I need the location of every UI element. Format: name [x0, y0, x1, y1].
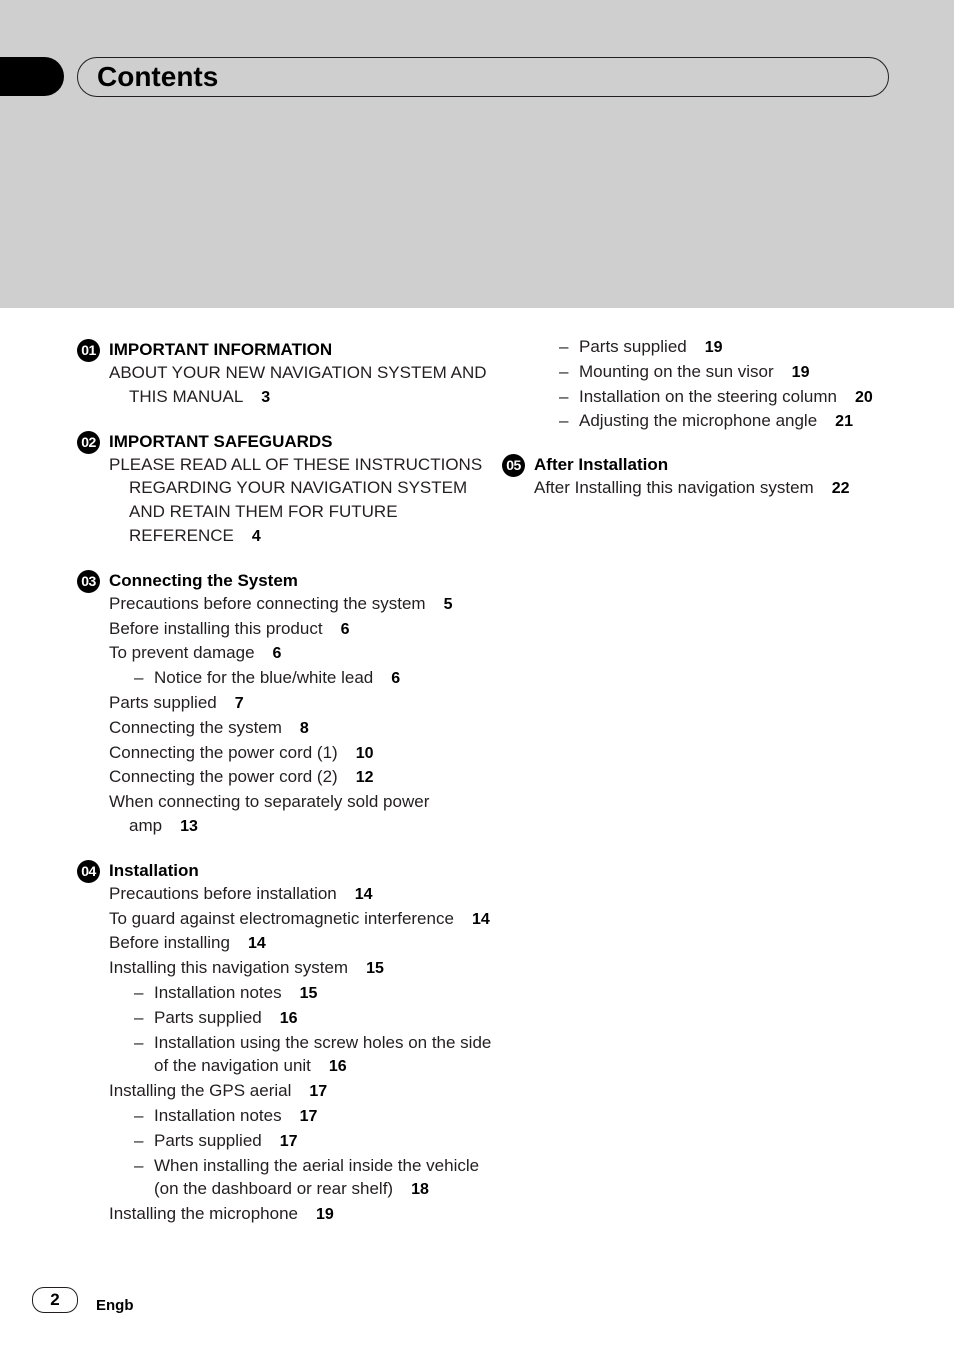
entry-page-number: 14: [354, 885, 373, 903]
toc-section-04: [77, 858, 497, 1227]
entry-page-number: 16: [279, 1009, 298, 1027]
toc-entry[interactable]: [502, 476, 922, 501]
toc-subentry[interactable]: [502, 335, 922, 360]
entry-text: PLEASE READ ALL OF THESE INSTRUCTIONS REGARDING YOUR NAVIGATION SYSTEM AND RETAIN THEM FOR FUTURE REFERENCE: [109, 454, 483, 545]
section-title: After Installation: [534, 455, 669, 475]
entry-text: Precautions before installation: [109, 883, 337, 903]
entry-text: After Installing this navigation system: [534, 478, 814, 498]
toc-section-01: [77, 337, 497, 410]
section-number-badge: 01: [77, 339, 100, 362]
section-number-badge: 02: [77, 431, 100, 454]
entry-page-number: 15: [366, 960, 384, 978]
entry-text: Connecting the power cord (2): [109, 767, 338, 787]
dash-marker: –: [134, 1155, 144, 1175]
entry-text: Installing the GPS aerial: [109, 1081, 292, 1101]
dash-marker: –: [134, 1032, 144, 1052]
section-heading[interactable]: [77, 429, 497, 453]
entry-text: Adjusting the microphone angle: [579, 411, 818, 431]
toc-section-02: [77, 429, 497, 549]
toc-entry[interactable]: [77, 882, 497, 907]
toc-entry[interactable]: [77, 907, 497, 932]
dash-marker: –: [134, 1007, 144, 1027]
entry-page-number: 14: [471, 910, 490, 928]
toc-entry[interactable]: [77, 691, 497, 716]
page-number: 2: [32, 1287, 78, 1313]
entry-page-number: 14: [247, 935, 266, 953]
toc-entry[interactable]: [77, 361, 497, 410]
toc-subentry[interactable]: [77, 1031, 497, 1080]
header-banner: [0, 0, 954, 308]
entry-text: Installing the microphone: [109, 1204, 299, 1224]
entry-text: When connecting to separately sold power amp: [109, 792, 430, 835]
toc-subentry[interactable]: [502, 385, 922, 410]
section-entries: [502, 476, 922, 501]
dash-marker: –: [559, 337, 569, 356]
entry-text: Mounting on the sun visor: [579, 361, 774, 381]
section-entries: [77, 361, 497, 410]
dash-marker: –: [134, 1130, 144, 1150]
entry-page-number: 17: [309, 1083, 328, 1101]
entry-text: Parts supplied: [109, 692, 217, 712]
section-entries: [77, 592, 497, 839]
section-heading[interactable]: [77, 337, 497, 361]
entry-page-number: 4: [251, 527, 261, 545]
entry-text: Before installing: [109, 933, 230, 953]
entry-text: Installation on the steering column: [579, 386, 837, 406]
entry-text: Installation notes: [154, 982, 282, 1002]
toc-entry[interactable]: [77, 716, 497, 741]
toc-section-03: [77, 568, 497, 839]
continued-entries: [502, 335, 922, 434]
toc-entry[interactable]: [77, 1079, 497, 1104]
toc-left-column: [77, 337, 497, 1227]
entry-text: Precautions before connecting the system: [109, 593, 426, 613]
entry-page-number: 15: [299, 984, 318, 1002]
toc-subentry[interactable]: [77, 1104, 497, 1129]
section-title: IMPORTANT SAFEGUARDS: [109, 431, 333, 451]
section-number-badge: 05: [502, 454, 525, 477]
dash-marker: –: [559, 361, 569, 381]
entry-text: To prevent damage: [109, 643, 255, 663]
entry-page-number: 20: [855, 388, 873, 406]
toc-subentry[interactable]: [77, 666, 497, 691]
section-heading[interactable]: [502, 452, 922, 476]
entry-text: Before installing this product: [109, 618, 323, 638]
entry-page-number: 17: [299, 1107, 318, 1125]
toc-subentry[interactable]: [502, 409, 922, 434]
section-entries: [77, 453, 497, 549]
language-code: Engb: [96, 1297, 134, 1314]
entry-page-number: 17: [279, 1132, 298, 1150]
page-title: Contents: [97, 61, 219, 92]
chapter-tab: [0, 57, 64, 96]
entry-text: Installation notes: [154, 1105, 282, 1125]
entry-page-number: 18: [411, 1181, 429, 1199]
toc-entry[interactable]: [77, 617, 497, 642]
entry-page-number: 6: [391, 670, 401, 688]
toc-entry[interactable]: [77, 453, 497, 549]
toc-subentry[interactable]: [77, 981, 497, 1006]
entry-text: Connecting the power cord (1): [109, 742, 338, 762]
section-number-badge: 03: [77, 570, 100, 593]
entry-page-number: 7: [234, 694, 244, 712]
entry-page-number: 19: [791, 363, 810, 381]
toc-right-column: [502, 337, 922, 501]
entry-text: Installing this navigation system: [109, 958, 349, 978]
entry-text: Notice for the blue/white lead: [154, 668, 374, 688]
toc-entry[interactable]: [77, 765, 497, 790]
entry-text: Installation using the screw holes on the side of the navigation unit: [154, 1032, 492, 1076]
entry-text: Connecting the system: [109, 717, 282, 737]
toc-subentry[interactable]: [77, 1129, 497, 1154]
entry-page-number: 6: [272, 645, 282, 663]
section-heading[interactable]: [77, 568, 497, 592]
dash-marker: –: [134, 1105, 144, 1125]
section-number-badge: 04: [77, 860, 100, 883]
dash-marker: –: [134, 668, 144, 688]
toc-subentry[interactable]: [77, 1006, 497, 1031]
section-heading[interactable]: [77, 858, 497, 882]
entry-page-number: 12: [355, 769, 374, 787]
entry-page-number: 10: [355, 744, 374, 762]
entry-text: Parts supplied: [154, 1007, 262, 1027]
toc-entry[interactable]: [77, 931, 497, 956]
entry-text: Parts supplied: [579, 337, 687, 356]
toc-entry[interactable]: [77, 1202, 497, 1227]
toc-entry[interactable]: [77, 790, 497, 839]
toc-entry[interactable]: [77, 641, 497, 666]
entry-text: ABOUT YOUR NEW NAVIGATION SYSTEM AND THIS MANUAL: [109, 363, 487, 406]
entry-page-number: 6: [340, 620, 350, 638]
entry-text: When installing the aerial inside the vehicle (on the dashboard or rear shelf): [154, 1155, 480, 1199]
toc-entry[interactable]: [77, 741, 497, 766]
section-entries: [77, 882, 497, 1227]
entry-text: Parts supplied: [154, 1130, 262, 1150]
entry-page-number: 5: [443, 595, 453, 613]
entry-page-number: 8: [299, 719, 309, 737]
entry-page-number: 16: [328, 1058, 347, 1076]
entry-page-number: 19: [316, 1206, 334, 1224]
section-title: Installation: [109, 860, 199, 880]
dash-marker: –: [134, 982, 144, 1002]
toc-section-05: [502, 452, 922, 501]
entry-page-number: 22: [831, 480, 850, 498]
toc-subentry[interactable]: [502, 360, 922, 385]
entry-page-number: 3: [261, 388, 271, 406]
toc-subentry[interactable]: [77, 1154, 497, 1203]
dash-marker: –: [559, 386, 569, 406]
entry-page-number: 13: [180, 817, 198, 835]
entry-text: To guard against electromagnetic interference: [109, 908, 454, 928]
entry-page-number: 21: [835, 413, 853, 431]
toc-entry[interactable]: [77, 592, 497, 617]
entry-page-number: 19: [704, 339, 723, 356]
dash-marker: –: [559, 411, 569, 431]
section-title: IMPORTANT INFORMATION: [109, 340, 333, 359]
toc-entry[interactable]: [77, 956, 497, 981]
section-title: Connecting the System: [109, 570, 298, 590]
